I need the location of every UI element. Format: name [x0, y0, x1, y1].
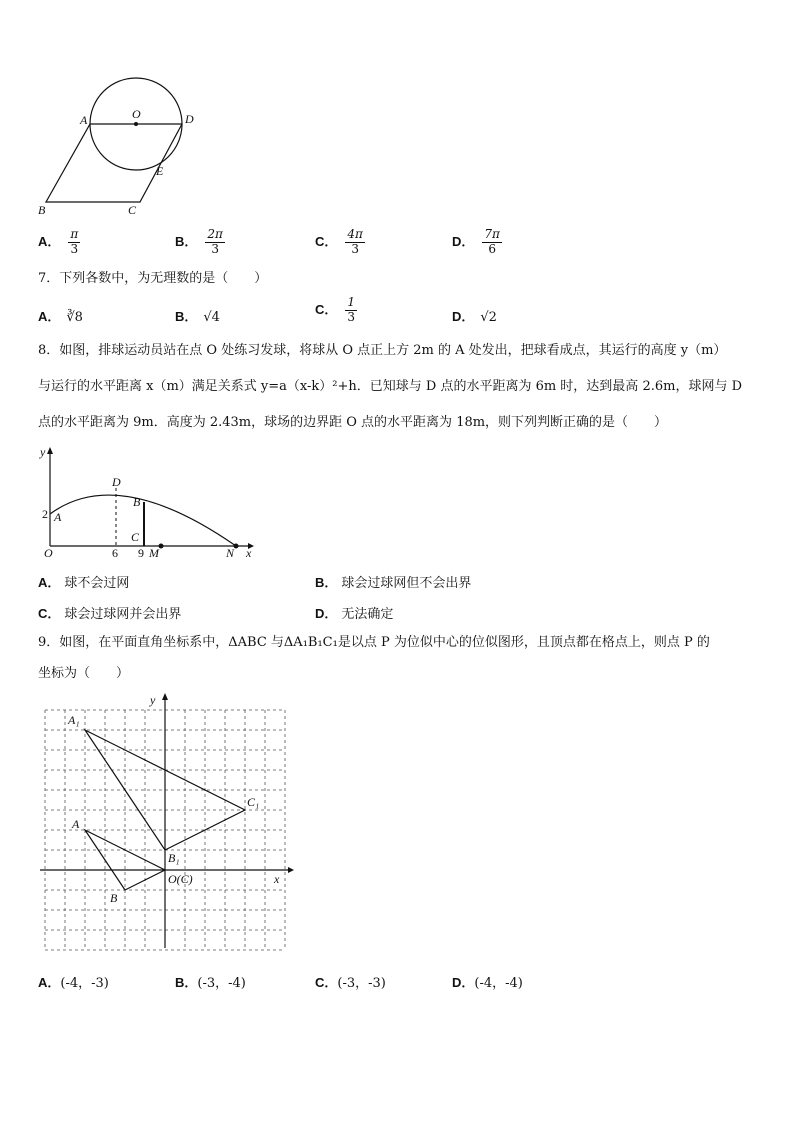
q8-stem-line1: 8．如图，排球运动员站在点 O 处练习发球，将球从 O 点正上方 2m 的 A 处发出，把球看成点，其运行的高度 y（m） [38, 343, 727, 358]
label-A1: A₁ [68, 713, 80, 727]
axis-y-label: y [40, 445, 46, 459]
q8-option-d[interactable]: D． 无法确定 [315, 606, 394, 622]
q7-option-a[interactable]: A． ∛8 [38, 309, 83, 325]
q7-stem: 7．下列各数中，为无理数的是（ ） [38, 271, 268, 286]
label-C: C [128, 203, 137, 217]
label-C: C [131, 530, 140, 544]
q8-stem-line3: 点的水平距离为 9m．高度为 2.43m，球场的边界距 O 点的水平距离为 18m，则下列判断正确的是（ ） [38, 415, 668, 430]
q7-option-b[interactable]: B． √4 [175, 309, 220, 325]
axis-y-label: y [150, 693, 156, 707]
q9-stem-line2: 坐标为（ ） [38, 666, 130, 681]
axis-x-label: x [246, 546, 252, 560]
label-A: A [72, 817, 80, 831]
q6-option-a[interactable]: A． $\frac{\pi}{3}$ [38, 227, 79, 256]
label-B: B [133, 495, 141, 509]
tick-6: 6 [112, 546, 118, 560]
q6-figure [30, 72, 210, 222]
q9-figure [36, 690, 298, 952]
q6-option-b[interactable]: B． $\frac{2\pi}{3}$ [175, 227, 223, 256]
label-2: 2 [42, 507, 48, 521]
label-O: O [132, 107, 141, 121]
q9-option-d[interactable]: D．(-4，-4) [452, 975, 523, 991]
tick-9: 9 [138, 546, 144, 560]
q6-option-c[interactable]: C． $\frac{4\pi}{3}$ [315, 227, 363, 256]
label-B1: B₁ [168, 851, 180, 865]
label-D: D [185, 112, 194, 126]
q7-option-d[interactable]: D． √2 [452, 309, 497, 325]
label-B: B [38, 203, 46, 217]
q8-option-b[interactable]: B． 球会过球网但不会出界 [315, 575, 472, 591]
q8-figure [36, 444, 260, 562]
label-B: B [110, 891, 118, 905]
label-O-C: O(C) [168, 872, 193, 886]
q9-option-a[interactable]: A．(-4，-3) [38, 975, 109, 991]
label-N: N [226, 546, 235, 560]
label-A: A [54, 510, 62, 524]
axis-x-label: x [274, 872, 280, 886]
q9-option-c[interactable]: C．(-3，-3) [315, 975, 386, 991]
label-D: D [112, 475, 121, 489]
label-C1: C₁ [247, 795, 260, 809]
label-A: A [80, 113, 88, 127]
q8-option-a[interactable]: A． 球不会过网 [38, 575, 130, 591]
q6-option-d[interactable]: D． $\frac{7\pi}{6}$ [452, 227, 500, 256]
q8-option-c[interactable]: C． 球会过球网并会出界 [38, 606, 182, 622]
q8-stem-line2: 与运行的水平距离 x（m）满足关系式 y=a（x-k）²+h．已知球与 D 点的水平距离为 6m 时，达到最高 2.6m，球网与 D [38, 379, 743, 394]
label-M: M [149, 546, 159, 560]
label-E: E [156, 164, 164, 178]
q9-stem-line1: 9．如图，在平面直角坐标系中，ΔABC 与ΔA₁B₁C₁是以点 P 为位似中心的位似图形，且顶点都在格点上，则点 P 的 [38, 635, 710, 650]
q7-option-c[interactable]: C． $\frac{1}{3}$ [315, 295, 356, 324]
label-O: O [44, 546, 53, 560]
q9-option-b[interactable]: B．(-3，-4) [175, 975, 246, 991]
